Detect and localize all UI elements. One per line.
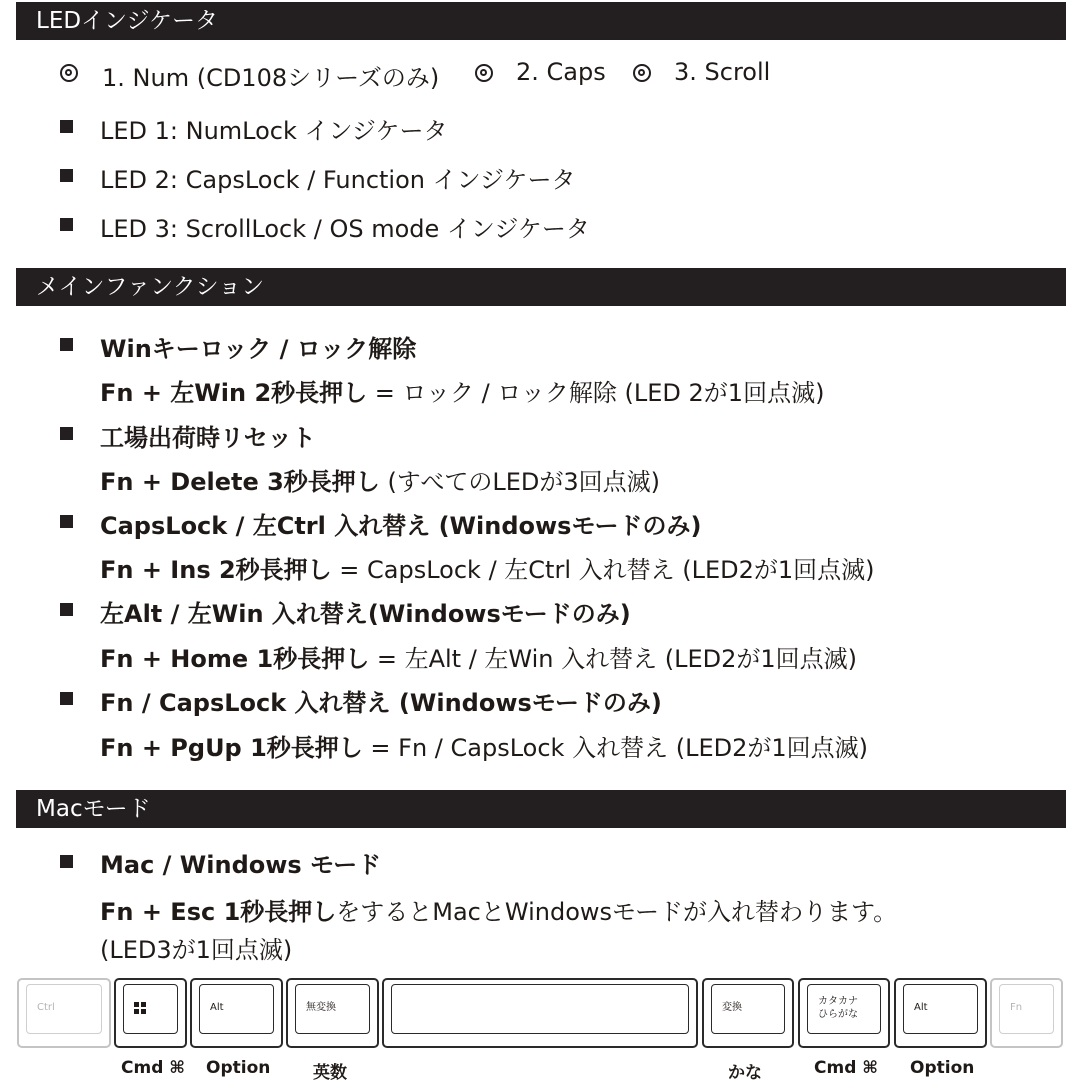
key-sublabel-option: Option <box>206 1058 271 1078</box>
section-header-led: LEDインジケータ <box>16 2 1066 40</box>
function-shortcut <box>100 550 875 585</box>
bullet-icon <box>60 338 73 351</box>
key-label: ひらがな <box>818 1009 858 1020</box>
function-desc: = CapsLock / 左Ctrl 入れ替え (LED2が1回点滅) <box>331 556 875 584</box>
mac-mode-note: (LED3が1回点滅) <box>100 936 293 964</box>
key-sublabel-kana: かな <box>728 1063 762 1083</box>
function-desc: = ロック / ロック解除 (LED 2が1回点滅) <box>367 379 825 407</box>
bullet-icon <box>60 603 73 616</box>
function-keys: Fn + Home 1秒長押し <box>100 645 370 673</box>
function-desc: = Fn / CapsLock 入れ替え (LED2が1回点滅) <box>362 734 868 762</box>
key-label: カタカナ <box>818 996 858 1007</box>
bullet-icon <box>60 120 73 133</box>
function-keys: Fn + 左Win 2秒長押し <box>100 379 368 407</box>
function-keys: Fn + Delete 3秒長押し <box>100 468 380 496</box>
key-alt-right <box>894 978 987 1048</box>
key-sublabel-cmd: Cmd ⌘ <box>121 1058 186 1078</box>
function-shortcut <box>100 462 660 497</box>
key-space <box>382 978 698 1048</box>
led-legend-scroll: 3. Scroll <box>674 58 771 86</box>
key-label: Fn <box>1010 1002 1023 1013</box>
function-keys: Fn + PgUp 1秒長押し <box>100 734 363 762</box>
bullet-icon <box>60 427 73 440</box>
key-label: Alt <box>914 1002 928 1013</box>
function-shortcut <box>100 639 857 674</box>
function-shortcut <box>100 728 868 763</box>
key-henkan <box>702 978 794 1048</box>
function-title: 左Alt / 左Win 入れ替え(Windowsモードのみ) <box>100 600 631 628</box>
function-title: Winキーロック / ロック解除 <box>100 335 417 363</box>
bullet-icon <box>60 855 73 868</box>
function-desc: = 左Alt / 左Win 入れ替え (LED2が1回点滅) <box>369 645 858 673</box>
bullet-icon <box>60 515 73 528</box>
key-cap <box>391 984 689 1034</box>
function-shortcut <box>100 373 824 408</box>
key-ctrl <box>17 978 111 1048</box>
mac-mode-shortcut <box>100 892 897 927</box>
key-fn <box>990 978 1063 1048</box>
key-katakana-hiragana <box>798 978 890 1048</box>
mac-mode-desc: をするとMacとWindowsモードが入れ替わります。 <box>336 898 898 926</box>
mac-mode-keys: Fn + Esc 1秒長押し <box>100 898 337 926</box>
section-header-mac: Macモード <box>16 790 1066 828</box>
led-item: LED 2: CapsLock / Function インジケータ <box>100 166 576 194</box>
bullet-icon <box>60 169 73 182</box>
key-label: Alt <box>210 1002 224 1013</box>
section-header-main: メインファンクション <box>16 268 1066 306</box>
led-legend-caps: 2. Caps <box>516 58 606 86</box>
windows-logo-icon <box>134 1002 146 1014</box>
key-alt-left <box>190 978 283 1048</box>
bullet-icon <box>60 692 73 705</box>
function-desc: (すべてのLEDが3回点滅) <box>379 468 660 496</box>
key-sublabel-eisu: 英数 <box>313 1063 347 1083</box>
function-title: CapsLock / 左Ctrl 入れ替え (Windowsモードのみ) <box>100 512 702 540</box>
key-label: 無変換 <box>306 1002 336 1013</box>
key-sublabel-cmd: Cmd ⌘ <box>814 1058 879 1078</box>
mac-mode-title: Mac / Windows モード <box>100 851 382 879</box>
key-cap <box>999 984 1054 1034</box>
led-item: LED 1: NumLock インジケータ <box>100 117 448 145</box>
led-item: LED 3: ScrollLock / OS mode インジケータ <box>100 215 590 243</box>
function-keys: Fn + Ins 2秒長押し <box>100 556 332 584</box>
key-label: 変換 <box>722 1002 742 1013</box>
function-title: Fn / CapsLock 入れ替え (Windowsモードのみ) <box>100 689 662 717</box>
key-sublabel-option: Option <box>910 1058 975 1078</box>
key-muhenkan <box>286 978 379 1048</box>
key-cap <box>123 984 178 1034</box>
led-ring-icon <box>633 64 651 82</box>
function-title: 工場出荷時リセット <box>100 424 316 452</box>
led-legend-num: 1. Num (CD108シリーズのみ) <box>102 64 440 92</box>
led-ring-icon <box>475 64 493 82</box>
bullet-icon <box>60 218 73 231</box>
led-ring-icon <box>60 64 78 82</box>
key-label: Ctrl <box>37 1002 55 1013</box>
key-win <box>114 978 187 1048</box>
